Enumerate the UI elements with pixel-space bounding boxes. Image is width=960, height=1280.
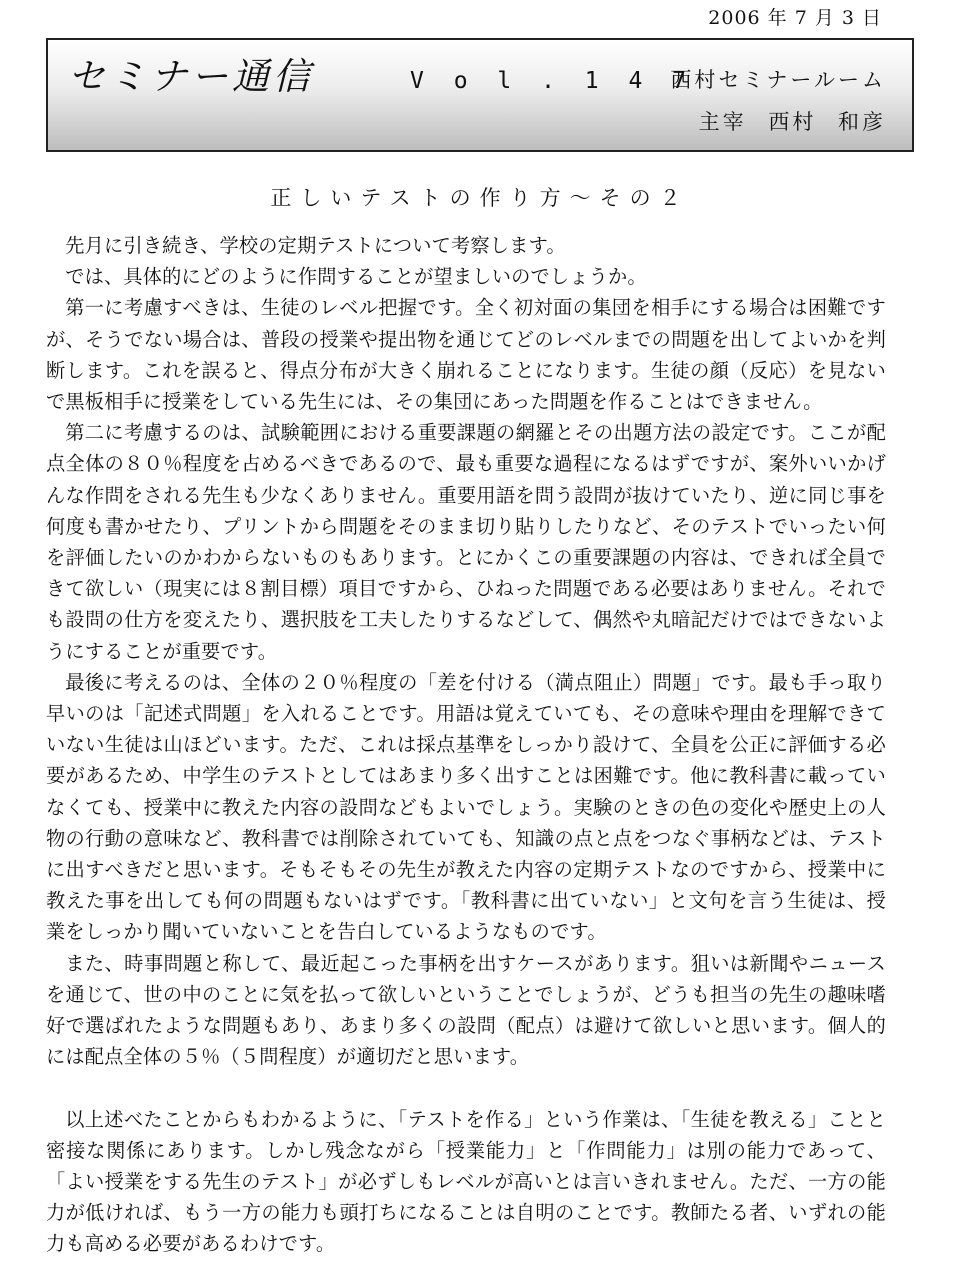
organization-leader: 主宰 西村 和彦 bbox=[698, 110, 886, 134]
paragraph: 先月に引き続き、学校の定期テストについて考察します。 bbox=[65, 234, 566, 257]
paragraph: 第二に考慮するのは、試験範囲における重要課題の網羅とその出題方法の設定です。ここが配点全体の８０％程度を占めるべきであるので、最も重要な過程になるはずですが、案外いいかげんな作問をされる先生も少なくありません。重要用語を問う設問が抜けていたり、逆に同じ事を何度も書かせたり、プリントから問題をそのまま切り貼りしたりなど、そのテストでいったい何を評価したいのかわからないものもあります。とにかくこの重要課題の内容は、できれば全員できて欲しい（現実には８割目標）項目ですから、ひねった問題である必要はありません。それでも設問の仕方を変えたり、選択肢を工夫したりするなどして、偶然や丸暗記だけではできないようにすることが重要です。 bbox=[46, 421, 886, 663]
paragraph: また、時事問題と称して、最近起こった事柄を出すケースがあります。狙いは新聞やニュースを通じて、世の中のことに気を払って欲しいということでしょうが、どうも担当の先生の趣味嗜好で選ばれたような問題もあり、あまり多くの設問（配点）は避けて欲しいと思います。個人的には配点全体の５％（５問程度）が適切だと思います。 bbox=[46, 951, 886, 1069]
issue-date: 2006 年 7 月 3 日 bbox=[708, 7, 882, 29]
article-body bbox=[46, 230, 886, 1260]
organization-name: 西村セミナールーム bbox=[670, 68, 886, 92]
paragraph: 最後に考えるのは、全体の２０％程度の「差を付ける（満点阻止）問題」です。最も手っ取り早いのは「記述式問題」を入れることです。用語は覚えていても、その意味や理由を理解できていない生徒は山ほどいます。ただ、これは採点基準をしっかり設けて、全員を公正に評価する必要があるため、中学生のテストとしてはあまり多く出すことは困難です。他に教科書に載っていなくても、授業中に教えた内容の設問などもよいでしょう。実験のときの色の変化や歴史上の人物の行動の意味など、教科書では削除されていても、知識の点と点をつなぐ事柄などは、テストに出すべきだと思います。そもそもその先生が教えた内容の定期テストなのですから、授業中に教えた事を出しても何の問題もないはずです。「教科書に出ていない」と文句を言う生徒は、授業をしっかり聞いていないことを告白しているようなものです。 bbox=[46, 670, 886, 944]
paragraph: では、具体的にどのように作問することが望ましいのでしょうか。 bbox=[65, 265, 647, 289]
paragraph: 第一に考慮すべきは、生徒のレベル把握です。全く初対面の集団を相手にする場合は困難ですが、そうでない場合は、普段の授業や提出物を通じてどのレベルまでの問題を出してよいかを判断します。これを誤ると、得点分布が大きく崩れることになります。生徒の顔（反応）を見ないで黒板相手に授業をしている先生には、その集団にあった問題を作ることはできません。 bbox=[46, 296, 886, 414]
paragraph: 以上述べたことからもわかるように、「テストを作る」という作業は、「生徒を教える」ことと密接な関係にあります。しかし残念ながら「授業能力」と「作問能力」は別の能力であって、「よい授業をする先生のテスト」が必ずしもレベルが高いとは言いきれません。ただ、一方の能力が低ければ、もう一方の能力も頭打ちになることは自明のことです。教師たる者、いずれの能力も高める必要があるわけです。 bbox=[46, 1107, 886, 1256]
newsletter-title: セミナー通信 bbox=[68, 55, 314, 98]
newsletter-header bbox=[46, 38, 914, 152]
article-title: 正しいテストの作り方～その２ bbox=[270, 186, 690, 210]
volume-number: V o l . 1 4 7 bbox=[410, 68, 695, 94]
